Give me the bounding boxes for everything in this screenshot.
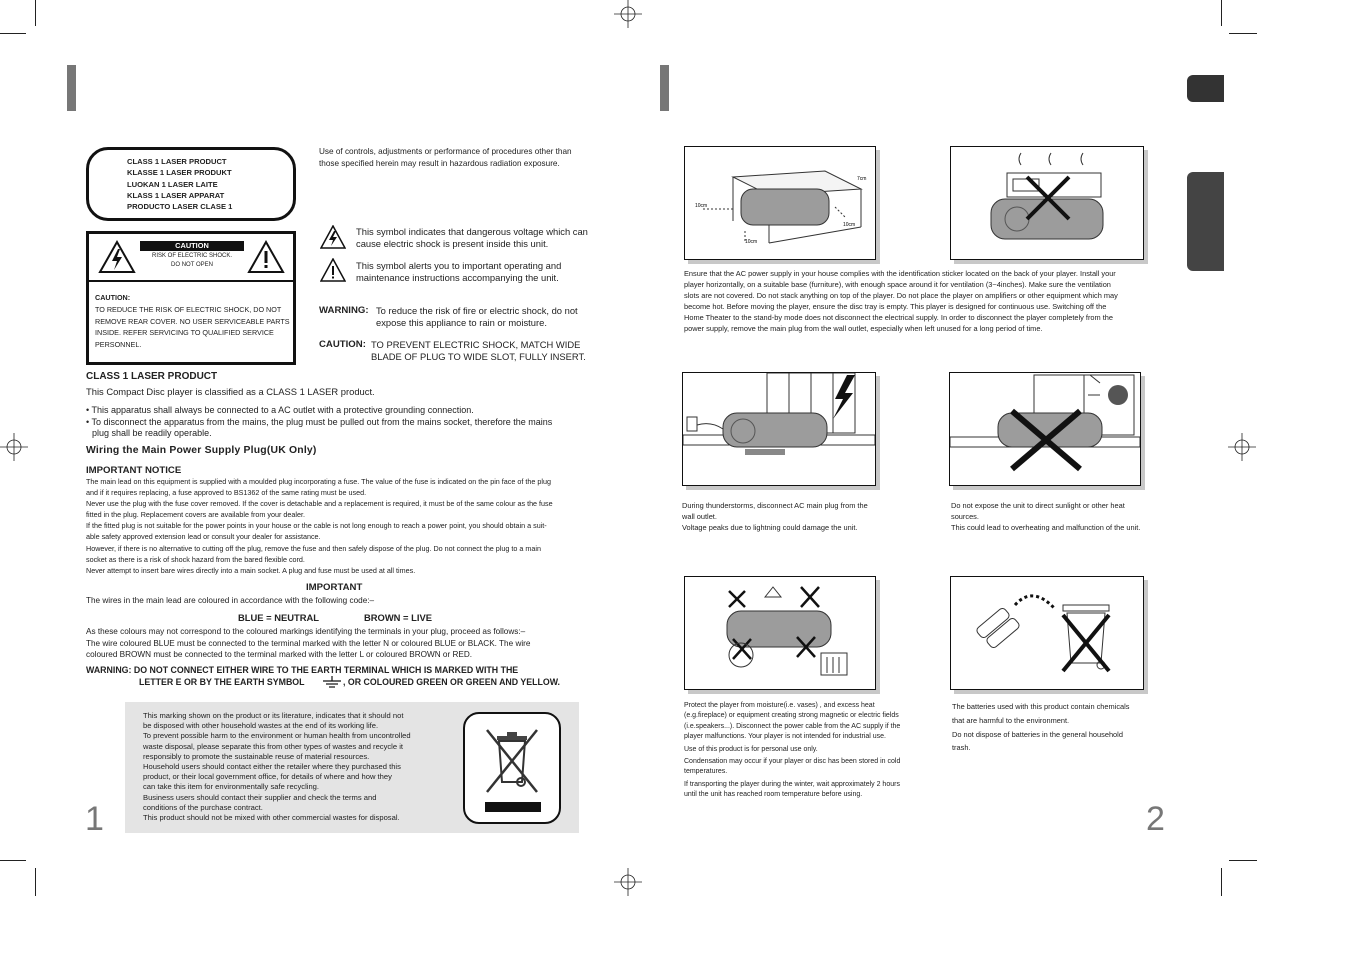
notice-line: socket as there is a risk of shock hazard from the bared flexible cord. (86, 554, 305, 564)
sunlight-text (951, 500, 1181, 533)
colour-line: The wire coloured BLUE must be connected to the terminal marked with the letter N or coloured BLUE or BLACK. The wire (86, 638, 531, 648)
crop-mark (0, 860, 26, 861)
lightning-triangle-icon (98, 240, 136, 274)
colour-instructions (86, 626, 586, 661)
section-marker-left (67, 65, 76, 111)
warning-text: expose this appliance to rain or moisture. (376, 317, 547, 328)
symbol-instructions-text: This symbol alerts you to important operating and maintenance instructions accompanying the unit. (356, 260, 562, 283)
moisture-line: Protect the player from moisture(i.e. vases) , and excess heat (684, 702, 875, 709)
notice-line: The main lead on this equipment is supplied with a moulded plug incorporating a fuse. The value of the fuse is indicated on the pin face of the plug (86, 477, 551, 486)
caution-inline-label: CAUTION: (319, 339, 366, 350)
brown-live: BROWN = LIVE (364, 612, 432, 623)
thunder-line: wall outlet. (682, 512, 717, 521)
earth-warning: WARNING: DO NOT CONNECT EITHER WIRE TO THE EARTH TERMINAL WHICH IS MARKED WITH THE (86, 665, 519, 675)
caution-label-box (86, 231, 296, 365)
weee-line: product, or their local government office, for details of where and how they (143, 772, 392, 782)
weee-line: be disposed with other household wastes at the end of its working life. (143, 721, 379, 731)
thunder-line: During thunderstorms, disconnect AC main plug from the (682, 501, 868, 510)
sunlight-illustration (949, 372, 1141, 486)
caution-sub (140, 252, 244, 269)
moisture-line: Use of this product is for personal use only. (684, 745, 818, 753)
ventilation-line: player horizontally, on a suitable base (furniture), with enough space around it for ventilation (3~4inches). Make sure the ventilation (684, 280, 1111, 289)
weee-line: To prevent possible harm to the environment or human health from uncontrolled (143, 731, 411, 741)
warning-text: To reduce the risk of fire or electric shock, do not (376, 305, 578, 316)
laser-line: KLASS 1 LASER APPARAT (127, 190, 225, 200)
crossed-bin-icon (465, 714, 559, 822)
notice-line: If the fitted plug is not suitable for the power points in your house or the cable is not long enough to reach a power point, you should obtain a suit- (86, 521, 547, 531)
language-tab (1187, 75, 1224, 102)
colour-line: As these colours may not correspond to the coloured markings identifying the terminals in your plug, proceed as follows:– (86, 627, 526, 636)
crop-mark (35, 0, 36, 26)
warning-label: WARNING: (319, 305, 369, 316)
weee-line: can take this item for environmentally safe recycling. (143, 782, 319, 792)
moisture-line: (i.e.speakers...). Disconnect the power cable from the AC supply if the (684, 722, 901, 730)
battery-disposal-illustration (950, 576, 1144, 690)
weee-line: This marking shown on the product or its literature, indicates that it should not (143, 711, 404, 720)
caution-inline-text: BLADE OF PLUG TO WIDE SLOT, FULLY INSERT. (371, 351, 586, 362)
sunlight-line: This could lead to overheating and malfunction of the unit. (951, 523, 1141, 532)
crop-mark (35, 868, 36, 896)
registration-mark-icon (1228, 433, 1256, 461)
ventilation-illustration (684, 146, 876, 260)
dim-label: 10cm (695, 203, 708, 209)
section-marker-right (660, 65, 669, 111)
crop-mark (1221, 0, 1222, 26)
weee-symbol-box (463, 712, 561, 824)
battery-line: The batteries used with this product contain chemicals (952, 702, 1130, 711)
weee-line: Business users should contact their supplier and check the terms and (143, 792, 377, 802)
battery-line: Do not dispose of batteries in the general household (952, 729, 1123, 739)
ventilation-line: become hot. Before moving the player, ensure the disc tray is empty. This player is designed for continuous use. Switching off the (684, 302, 1107, 311)
laser-line: KLASSE 1 LASER PRODUKT (127, 168, 232, 178)
laser-class-label (86, 147, 296, 221)
ventilation-text (684, 268, 1172, 334)
registration-mark-icon (0, 433, 28, 461)
laser-line: LUOKAN 1 LASER LAITE (127, 179, 218, 189)
crop-mark (1221, 868, 1222, 896)
weee-line: responsibly to promote the sustainable reuse of material resources. (143, 751, 370, 761)
ventilation-line: power supply, remove the main plug from the wall outlet, especially when left unused for a long period of time. (684, 324, 1043, 333)
class1-heading: CLASS 1 LASER PRODUCT (86, 371, 218, 382)
notice-line: Never use the plug with the fuse cover removed. If the cover is detachable and a replacement is required, it must be of the same colour as the fuse (86, 499, 553, 509)
bullet-item: plug shall be readily operable. (92, 428, 212, 438)
caution-body (95, 292, 291, 351)
class1-text: This Compact Disc player is classified as a CLASS 1 LASER product. (86, 386, 375, 397)
important-heading: IMPORTANT (306, 582, 363, 593)
moisture-line: If transporting the player during the winter, wait approximately 2 hours (684, 780, 900, 788)
page-number-left: 1 (85, 800, 104, 838)
caution-text: TO REDUCE THE RISK OF ELECTRIC SHOCK, DO NOT REMOVE REAR COVER. NO USER SERVICEABLE PARTS INSIDE. REFER SERVICING TO QUALIFIED SERVICE PERSONNEL. (95, 304, 290, 350)
moisture-line: temperatures. (684, 768, 728, 776)
battery-line: that are harmful to the environment. (952, 715, 1070, 725)
thunder-line: Voltage peaks due to lightning could damage the unit. (682, 523, 858, 532)
dim-label: 10cm (843, 222, 856, 228)
moisture-line: until the unit has reached room temperature before using. (684, 791, 863, 799)
earth-warning: , OR COLOURED GREEN OR GREEN AND YELLOW. (343, 677, 561, 687)
weee-line: Household users should contact either the retailer where they purchased this (143, 762, 401, 772)
controls-warning-text: Use of controls, adjustments or performance of procedures other than those specified herein may result in hazardous radiation exposure. (319, 147, 572, 168)
ventilation-line: Ensure that the AC power supply in your house complies with the identification sticker located on the back of your player. Install your (684, 269, 1116, 278)
wires-text: The wires in the main lead are coloured in accordance with the following code:– (86, 596, 375, 605)
caution-sub-line: RISK OF ELECTRIC SHOCK. (151, 253, 232, 259)
notice-line: However, if there is no alternative to cutting off the plug, remove the fuse and then safely dispose of the plug. Do not connect the plug to a main (86, 543, 541, 553)
battery-line: trash. (952, 743, 971, 753)
crop-mark (0, 33, 26, 34)
wiring-heading: Wiring the Main Power Supply Plug(UK Only) (86, 445, 317, 456)
moisture-line: Condensation may occur if your player or disc has been stored in cold (684, 758, 901, 766)
important-notice-heading: IMPORTANT NOTICE (86, 465, 182, 476)
moisture-illustration (684, 576, 876, 690)
caution-heading: CAUTION: (95, 293, 131, 302)
crop-mark (1229, 860, 1257, 861)
sunlight-line: sources. (951, 512, 979, 521)
weee-disposal-panel (125, 702, 579, 833)
symbol-voltage-text: This symbol indicates that dangerous voltage which can cause electric shock is present inside this unit. (356, 226, 588, 249)
important-notice-body (86, 476, 592, 576)
weee-text (143, 711, 449, 823)
exclamation-triangle-icon (320, 258, 346, 282)
thunderstorm-illustration (682, 372, 876, 486)
notice-line: Never attempt to insert bare wires directly into a main socket. A plug and fuse must be used at all times. (86, 565, 416, 575)
caution-sub-line: DO NOT OPEN (171, 261, 213, 268)
lightning-triangle-icon (320, 225, 346, 249)
laser-line: PRODUCTO LASER CLASE 1 (127, 202, 233, 212)
registration-mark-icon (614, 0, 642, 28)
laser-line: CLASS 1 LASER PRODUCT (127, 157, 227, 166)
ventilation-line: slots are not covered. Do not stack anything on top of the player. Do not place the player on amplifiers or other equipment which may (684, 291, 1118, 300)
earth-warning: LETTER E OR BY THE EARTH SYMBOL (139, 677, 305, 687)
moisture-text (684, 701, 920, 801)
colour-line: coloured BROWN must be connected to the terminal marked with the letter L or coloured BROWN or RED. (86, 650, 473, 660)
stacking-illustration (950, 146, 1144, 260)
battery-text (952, 700, 1182, 755)
crop-mark (1229, 33, 1257, 34)
caution-inline-text: TO PREVENT ELECTRIC SHOCK, MATCH WIDE (371, 339, 581, 350)
weee-line: This product should not be mixed with other commercial wastes for disposal. (143, 813, 400, 823)
thunderstorm-text (682, 500, 912, 533)
weee-line: waste disposal, please separate this from other types of wastes and recycle it (143, 741, 404, 751)
caution-label: CAUTION (140, 241, 244, 251)
chapter-tab (1187, 172, 1224, 271)
weee-line: conditions of the purchase contract. (143, 802, 263, 812)
notice-line: able safety approved extension lead or consult your dealer for assistance. (86, 532, 321, 542)
exclamation-triangle-icon (247, 240, 285, 274)
registration-mark-icon (614, 868, 642, 896)
ventilation-line: Home Theater to the stand-by mode does not disconnect the electrical supply. In order to disconnect the player completely from the (684, 313, 1114, 322)
dim-label: 10cm (745, 239, 758, 245)
sunlight-line: Do not expose the unit to direct sunlight or other heat (951, 501, 1125, 510)
earth-symbol-icon (322, 676, 342, 688)
moisture-line: (e.g.fireplace) or equipment creating strong magnetic or electric fields (684, 712, 899, 720)
page-number-right: 2 (1146, 800, 1165, 838)
notice-line: fitted in the plug. Replacement covers are available from your dealer. (86, 510, 305, 520)
blue-neutral: BLUE = NEUTRAL (238, 612, 319, 623)
bullet-item: • To disconnect the apparatus from the mains, the plug must be pulled out from the mains socket, therefore the mains (86, 417, 553, 427)
notice-line: and if it requires replacing, a fuse approved to BS1362 of the same rating must be used. (86, 488, 367, 498)
dim-label: 7cm (857, 176, 867, 182)
moisture-line: player malfunctions. Your player is not intended for industrial use. (684, 733, 886, 741)
bullet-item: • This apparatus shall always be connected to a AC outlet with a protective grounding connection. (86, 405, 474, 415)
